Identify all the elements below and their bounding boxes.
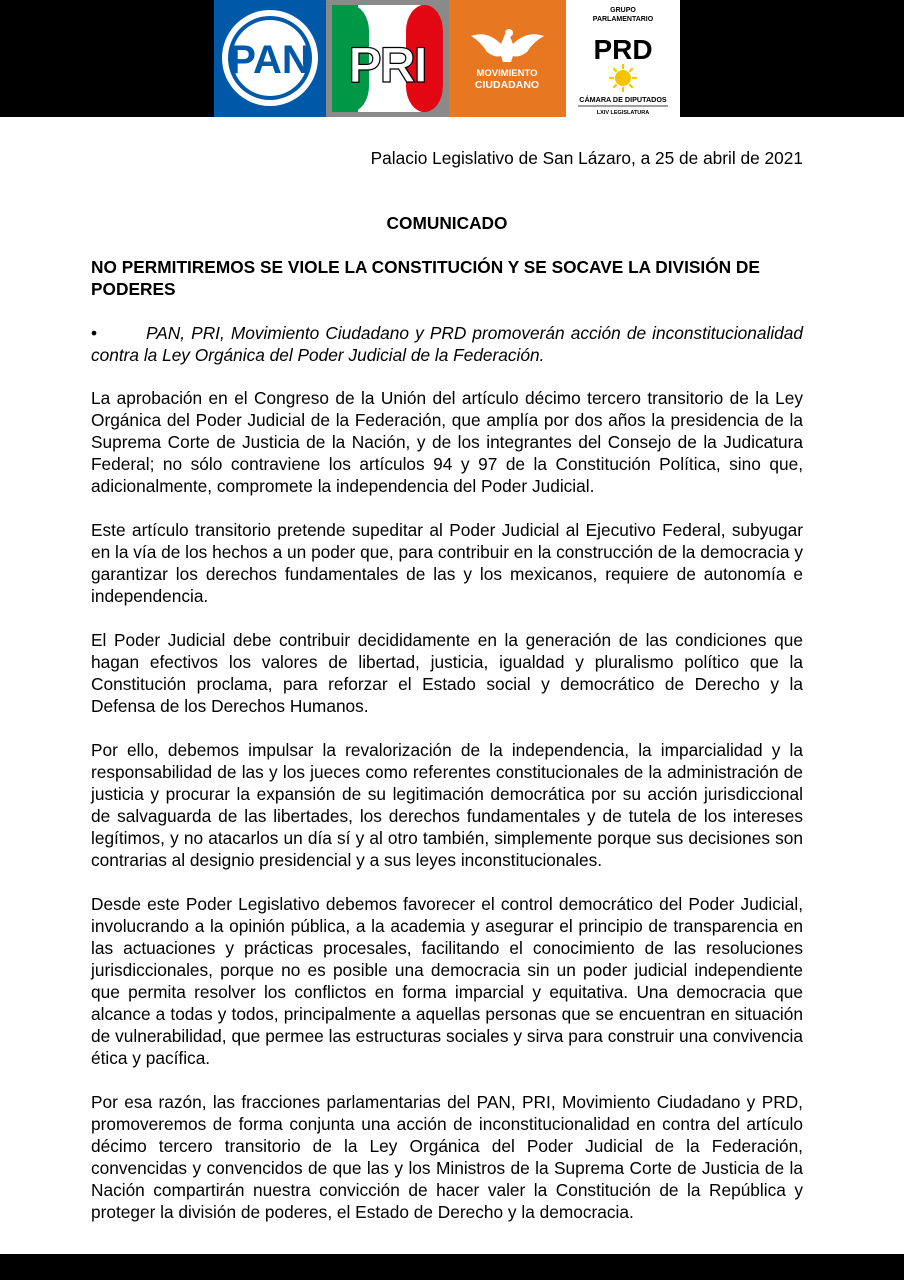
footer-band (0, 1254, 904, 1280)
pri-logo-text: PRI (348, 37, 426, 93)
paragraph-6: Por esa razón, las fracciones parlamentarias del PAN, PRI, Movimiento Ciudadano y PRD, promoveremos de forma conjunta una acción de inconstitucionalidad en contra del artículo décimo tercero transitorio de la Ley Orgánica del Poder Judicial de la Federación, convencidas y convencidos de que las y los Ministros de la Suprema Corte de Justicia de la Nación compartirán nuestra convicción de hacer valer la Constitución de la República y proteger la división de poderes, el Estado de Derecho y la democracia. (91, 1092, 803, 1222)
mc-logo-line1: MOVIMIENTO (476, 68, 538, 79)
mc-logo-line2: CIUDADANO (474, 79, 540, 91)
paragraph-4: Por ello, debemos impulsar la revalorización de la independencia, la imparcialidad y la responsabilidad de las y los jueces como referentes constitucionales de la administración de justicia y procurar la expansión de su legitimación democrática por su acción jurisdiccional de salvaguarda de las libertades, los derechos fundamentales y de tutela de los intereses legítimos, y no atacarlos un día sí y al otro también, simplemente porque sus decisiones son contrarias al designio presidencial y a sus leyes inconstitucionales. (91, 740, 803, 870)
paragraph-1: La aprobación en el Congreso de la Unión del artículo décimo tercero transitorio de la Ley Orgánica del Poder Judicial de la Federación, que amplía por dos años la presidencia de la Suprema Corte de Justicia de la Nación, y de los integrantes del Consejo de la Judicatura Federal; no sólo contraviene los artículos 94 y 97 de la Constitución Política, sino que, adicionalmente, compromete la independencia del Poder Judicial. (91, 388, 803, 496)
pan-logo-text: PAN (229, 38, 311, 82)
bullet-icon: • (91, 323, 98, 343)
pan-logo (214, 0, 326, 117)
prd-logo-bottom1: CÁMARA DE DIPUTADOS (579, 95, 667, 104)
paragraph-2: Este artículo transitorio pretende supeditar al Poder Judicial al Ejecutivo Federal, subyugar en la vía de los hechos a un poder que, para contribuir en la construcción de la democracia y garantizar los derechos fundamentales de las y los mexicanos, requiere de autonomía e independencia. (91, 520, 803, 606)
movimiento-ciudadano-logo (449, 0, 566, 117)
dateline: Palacio Legislativo de San Lázaro, a 25 de abril de 2021 (370, 148, 803, 168)
prd-logo-text: PRD (593, 34, 653, 65)
bullet-text: PAN, PRI, Movimiento Ciudadano y PRD promoverán acción de inconstitucionalidad contra la Ley Orgánica del Poder Judicial de la Federación. (91, 323, 803, 365)
headline: NO PERMITIREMOS SE VIOLE LA CONSTITUCIÓN Y SE SOCAVE LA DIVISIÓN DE PODERES (91, 257, 760, 299)
document-type: COMUNICADO (386, 213, 508, 233)
sun-icon (610, 65, 636, 91)
paragraph-3: El Poder Judicial debe contribuir decididamente en la generación de las condiciones que hagan efectivos los valores de libertad, justicia, igualdad y pluralismo político que la Constitución proclama, para reforzar el Estado social y democrático de Derecho y la Defensa de los Derechos Humanos. (91, 630, 803, 716)
bullet-summary (91, 322, 803, 366)
prd-logo-top2: PARLAMENTARIO (592, 16, 654, 23)
prd-logo-bottom2: LXIV LEGISLATURA (596, 110, 650, 116)
prd-logo (566, 0, 680, 117)
pri-logo (326, 0, 449, 117)
paragraph-5: Desde este Poder Legislativo debemos favorecer el control democrático del Poder Judicial, involucrando a la opinión pública, a la academia y asegurar el principio de transparencia en las actuaciones y prácticas procesales, facilitando el conocimiento de las resoluciones jurisdiccionales, porque no es posible una democracia sin un poder judicial independiente que permita resolver los conflictos en forma imparcial y equitativa. Una democracia que alcance a todas y todos, principalmente a aquellas personas que se encuentran en situación de vulnerabilidad, que permee las estructuras sociales y sirva para construir una convivencia ética y pacífica. (91, 894, 803, 1068)
prd-logo-top1: GRUPO (610, 7, 636, 14)
